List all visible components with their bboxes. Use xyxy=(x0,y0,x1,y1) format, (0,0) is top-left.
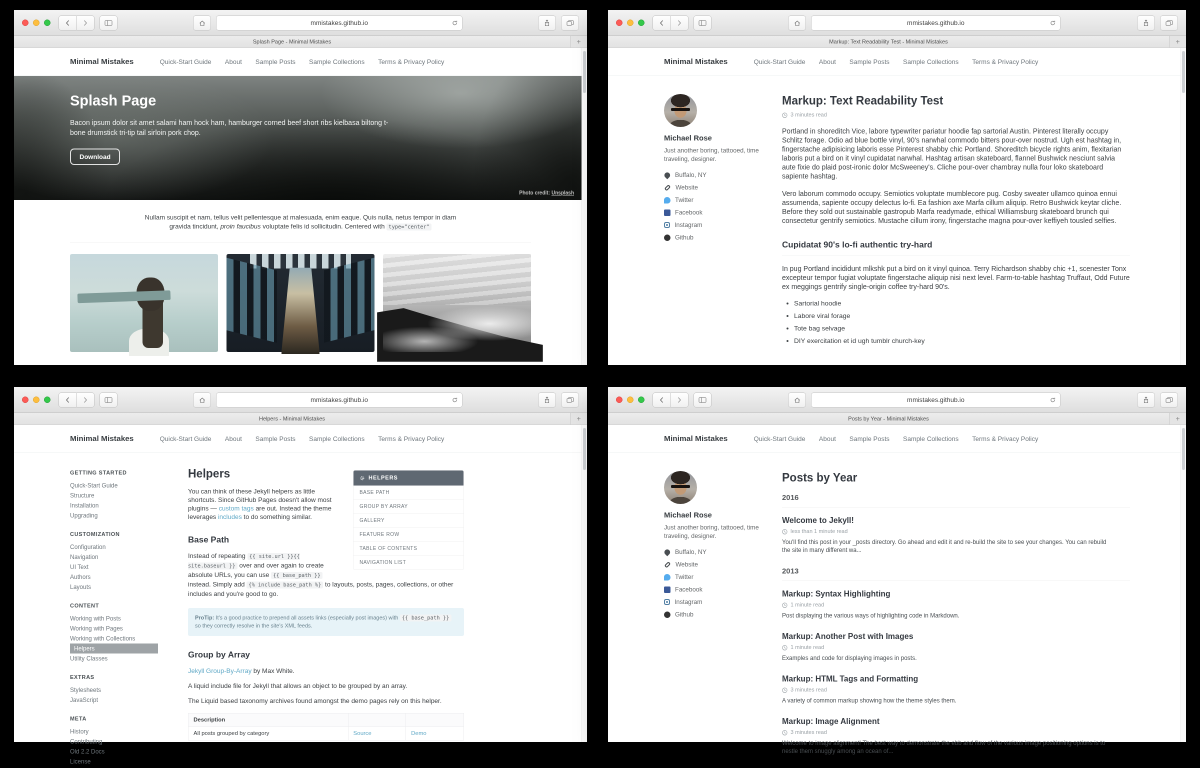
masthead-nav-link[interactable]: About xyxy=(224,435,242,443)
hero-title: Splash Page xyxy=(70,93,157,109)
docs-nav-item[interactable]: Working with Posts xyxy=(70,614,121,622)
masthead xyxy=(14,48,587,76)
read-time: 3 minutes read xyxy=(782,687,1130,693)
toc xyxy=(353,470,464,570)
sidebar-toggle-button[interactable] xyxy=(694,15,712,30)
bullet-list xyxy=(794,300,1130,345)
forward-button[interactable] xyxy=(671,392,689,407)
source-link[interactable]: Source xyxy=(348,727,406,741)
avatar xyxy=(664,94,697,127)
docs-nav-item[interactable]: Contributing xyxy=(70,737,103,745)
author-sidebar xyxy=(664,94,759,350)
chevron-right-icon xyxy=(83,20,87,26)
post-title[interactable]: Welcome to Jekyll! xyxy=(782,516,854,525)
post-title[interactable]: Markup: HTML Tags and Formatting xyxy=(782,675,919,684)
forward-button[interactable] xyxy=(77,15,95,30)
read-time: 1 minute read xyxy=(782,602,1130,608)
address-bar[interactable] xyxy=(216,392,462,407)
masthead-nav-link[interactable]: Sample Posts xyxy=(849,58,890,66)
tab-overview-icon xyxy=(567,397,574,403)
author-link[interactable]: Twitter xyxy=(664,197,759,204)
share-icon xyxy=(544,396,550,403)
tabs-button[interactable] xyxy=(561,392,579,407)
masthead-nav-link[interactable]: Quick-Start Guide xyxy=(753,435,806,443)
author-link[interactable]: Github xyxy=(664,611,759,618)
post-title[interactable]: Markup: Syntax Highlighting xyxy=(782,590,891,599)
author-links xyxy=(664,172,759,242)
paragraph: Instead of repeating {{ site.url }}{{ site.baseurl }} over and over again to create absolute URLs, you can use {{ base_path }} instead. Simply add {% include base_path %} to layouts, posts, pages, collections, or other includes and you're good to go. xyxy=(188,552,454,598)
table-header-description: Description xyxy=(188,713,348,727)
back-button[interactable] xyxy=(59,392,77,407)
docs-nav-section-title: GETTING STARTED xyxy=(70,470,127,476)
close-window-button[interactable] xyxy=(22,397,29,404)
bullet-item: • Sartorial hoodie xyxy=(794,300,1130,308)
page-title: Markup: Text Readability Test xyxy=(782,94,944,107)
post-excerpt: Welcome to image alignment! The best way to demonstrate the ebb and flow of the various image positioning options is to nestle them snuggly among an ocean of... xyxy=(782,739,1106,755)
bullet-item: • Labore viral forage xyxy=(794,312,1130,320)
page-splash xyxy=(14,48,587,365)
docs-article xyxy=(188,467,464,767)
post-list-item xyxy=(782,590,1130,620)
page-title: Posts by Year xyxy=(782,471,858,484)
url-text: mmistakes.github.io xyxy=(907,396,965,404)
masthead xyxy=(14,425,587,453)
toc-item[interactable]: FEATURE ROW xyxy=(354,528,464,542)
masthead-nav-link[interactable]: Sample Posts xyxy=(255,58,296,66)
clock-icon xyxy=(782,112,788,118)
clock-icon xyxy=(782,687,788,693)
home-button[interactable] xyxy=(788,392,806,407)
author-links xyxy=(664,549,759,619)
tab-bar xyxy=(14,413,587,425)
page-title: Helpers xyxy=(188,467,231,480)
refresh-icon xyxy=(1050,397,1056,403)
back-button[interactable] xyxy=(653,392,671,407)
url-text: mmistakes.github.io xyxy=(310,396,368,404)
zoom-window-button[interactable] xyxy=(638,397,645,404)
author-link-icon xyxy=(664,586,671,593)
photo-credit-link[interactable]: Unsplash xyxy=(551,190,574,196)
back-button[interactable] xyxy=(59,15,77,30)
download-button[interactable]: Download xyxy=(70,149,120,166)
tab-title[interactable]: Splash Page - Minimal Mistakes xyxy=(252,38,332,45)
page-readability xyxy=(608,48,1186,365)
masthead-nav-link[interactable]: Quick-Start Guide xyxy=(159,435,212,443)
masthead-nav-link[interactable]: Sample Collections xyxy=(309,58,365,66)
masthead-nav xyxy=(754,435,1039,443)
masthead-nav xyxy=(160,58,445,66)
tab-title[interactable]: Posts by Year - Minimal Mistakes xyxy=(848,415,929,422)
share-button[interactable] xyxy=(1137,392,1155,407)
docs-nav-item[interactable]: JavaScript xyxy=(70,696,99,704)
clock-icon xyxy=(782,529,788,535)
demo-link[interactable]: Demo xyxy=(406,727,464,741)
clock-icon xyxy=(782,730,788,736)
site-title[interactable]: Minimal Mistakes xyxy=(70,434,134,443)
author-link[interactable]: Website xyxy=(664,561,759,568)
post-list-item xyxy=(782,675,1130,705)
read-time: less than 1 minute read xyxy=(782,529,1130,535)
docs-nav-item[interactable]: History xyxy=(70,727,89,735)
author-link-icon xyxy=(664,209,671,216)
plus-icon xyxy=(577,417,582,422)
helpers-table xyxy=(188,713,464,741)
hero-banner xyxy=(14,76,587,200)
refresh-icon xyxy=(1050,20,1056,26)
author-link[interactable]: Instagram xyxy=(664,599,759,606)
chevron-right-icon xyxy=(83,397,87,403)
author-link-icon xyxy=(664,197,671,204)
docs-nav-item[interactable]: Quick-Start Guide xyxy=(70,481,118,489)
author-link-icon xyxy=(663,171,671,179)
article xyxy=(782,94,1130,350)
sidebar-icon xyxy=(105,20,113,26)
tab-overview-icon xyxy=(567,20,574,26)
feature-image-station-interior xyxy=(227,254,375,352)
home-icon xyxy=(199,397,206,403)
safari-window-splash-page xyxy=(14,10,587,365)
minimize-window-button[interactable] xyxy=(627,20,634,27)
sidebar-icon xyxy=(105,397,113,403)
close-window-button[interactable] xyxy=(616,397,623,404)
window-controls xyxy=(22,397,51,404)
masthead-nav-link[interactable]: Sample Collections xyxy=(903,435,959,443)
photo-credit: Photo credit: Unsplash xyxy=(519,190,574,196)
masthead-nav-link[interactable]: About xyxy=(818,435,836,443)
table-row xyxy=(188,727,464,741)
docs-nav-item[interactable]: UI Text xyxy=(70,563,89,571)
table-header-blank xyxy=(406,713,464,727)
tabs-button[interactable] xyxy=(561,15,579,30)
minimize-window-button[interactable] xyxy=(33,397,40,404)
address-bar[interactable] xyxy=(216,15,462,30)
hero-tagline: Bacon ipsum dolor sit amet salami ham hock ham, hamburger corned beef short ribs kielbasa biltong t-bone drumstick tri-tip tail sirloin pork chop. xyxy=(70,118,389,137)
masthead-nav-link[interactable]: Sample Collections xyxy=(309,435,365,443)
window-controls xyxy=(616,397,645,404)
home-icon xyxy=(794,20,801,26)
refresh-icon xyxy=(452,397,458,403)
tabs-button[interactable] xyxy=(1160,392,1178,407)
close-window-button[interactable] xyxy=(616,20,623,27)
home-button[interactable] xyxy=(788,15,806,30)
table-cell-description: All posts grouped by category xyxy=(188,727,348,741)
url-text: mmistakes.github.io xyxy=(907,19,965,27)
share-icon xyxy=(544,19,550,26)
new-tab-button[interactable] xyxy=(1169,413,1186,425)
plus-icon xyxy=(1176,40,1181,45)
site-title[interactable]: Minimal Mistakes xyxy=(70,57,134,66)
docs-nav xyxy=(70,467,165,767)
page-helpers xyxy=(14,425,587,765)
author-link[interactable]: Facebook xyxy=(664,209,759,216)
share-icon xyxy=(1143,19,1149,26)
year-heading: 2016 xyxy=(782,494,1130,508)
docs-nav-item[interactable]: Configuration xyxy=(70,543,106,551)
window-controls xyxy=(22,20,51,27)
author-link[interactable]: Instagram xyxy=(664,222,759,229)
author-link-icon xyxy=(664,222,670,228)
share-button[interactable] xyxy=(538,15,556,30)
post-title[interactable]: Markup: Image Alignment xyxy=(782,717,880,726)
share-icon xyxy=(1143,396,1149,403)
docs-nav-item[interactable]: Upgrading xyxy=(70,511,98,519)
site-title[interactable]: Minimal Mistakes xyxy=(664,57,728,66)
docs-nav-item[interactable]: Structure xyxy=(70,491,95,499)
feature-image-row xyxy=(14,243,587,352)
post-excerpt: You'll find this post in your _posts directory. Go ahead and edit it and re-build the site to see your changes. You can rebuild the site in many different wa... xyxy=(782,538,1107,554)
chevron-left-icon xyxy=(660,397,664,403)
author-link-icon xyxy=(664,561,671,568)
minimize-window-button[interactable] xyxy=(33,20,40,27)
masthead-nav-link[interactable]: Sample Collections xyxy=(903,58,959,66)
masthead-nav-link[interactable]: Sample Posts xyxy=(849,435,890,443)
year-heading: 2013 xyxy=(782,567,1130,581)
posts-archive xyxy=(782,471,1130,768)
masthead xyxy=(608,48,1186,76)
read-time: 1 minute read xyxy=(782,645,1130,651)
zoom-window-button[interactable] xyxy=(44,397,51,404)
author-link-icon xyxy=(664,184,671,191)
read-time: 3 minutes read xyxy=(782,112,1130,118)
new-tab-button[interactable] xyxy=(1169,36,1186,48)
post-list-item xyxy=(782,633,1130,663)
safari-window-helpers xyxy=(14,387,587,765)
masthead-nav-link[interactable]: Terms & Privacy Policy xyxy=(972,58,1039,66)
window-controls xyxy=(616,20,645,27)
clock-icon xyxy=(782,602,788,608)
author-link-icon xyxy=(664,611,671,618)
docs-nav-item[interactable]: Working with Pages xyxy=(70,624,123,632)
share-button[interactable] xyxy=(1137,15,1155,30)
paragraph: Jekyll Group-By-Array by Max White. xyxy=(188,667,295,675)
sidebar-icon xyxy=(699,397,707,403)
sidebar-toggle-button[interactable] xyxy=(694,392,712,407)
home-button[interactable] xyxy=(193,392,211,407)
tab-bar xyxy=(14,36,587,48)
docs-nav-section-title: CUSTOMIZATION xyxy=(70,531,120,538)
masthead-nav xyxy=(754,58,1039,66)
post-excerpt: Post displaying the various ways of highlighting code in Markdown. xyxy=(782,612,960,619)
tabs-button[interactable] xyxy=(1160,15,1178,30)
masthead-nav-link[interactable]: Quick-Start Guide xyxy=(159,58,212,66)
docs-nav-item[interactable]: Layouts xyxy=(70,583,92,591)
toc-item[interactable]: GROUP BY ARRAY xyxy=(354,500,464,514)
tab-overview-icon xyxy=(1166,20,1173,26)
intro-paragraph: Nullam suscipit et nam, tellus velit pellentesque at malesuada, enim eaque. Quis nulla, netus tempor in diam gravida tincidunt, proin faucibus voluptate felis id sollicitudin. Centered with type="center" xyxy=(144,213,457,230)
sidebar-icon xyxy=(699,20,707,26)
author-name: Michael Rose xyxy=(664,511,712,520)
browser-toolbar xyxy=(14,10,587,36)
bullet-item: • Tote bag selvage xyxy=(794,325,1130,333)
gear-icon xyxy=(360,475,366,481)
post-excerpt: A variety of common markup showing how the theme styles them. xyxy=(782,697,957,704)
tab-title[interactable]: Helpers - Minimal Mistakes xyxy=(258,415,326,422)
docs-nav-item[interactable]: Stylesheets xyxy=(70,686,102,694)
browser-toolbar xyxy=(14,387,587,413)
author-link[interactable]: Buffalo, NY xyxy=(664,172,759,179)
docs-nav-item[interactable]: Helpers xyxy=(70,644,158,654)
author-link[interactable]: Twitter xyxy=(664,574,759,581)
section-heading: Group by Array xyxy=(188,650,251,660)
chevron-left-icon xyxy=(66,20,70,26)
toc-item[interactable]: TABLE OF CONTENTS xyxy=(354,542,464,556)
docs-nav-item[interactable]: Navigation xyxy=(70,553,99,561)
sidebar-toggle-button[interactable] xyxy=(100,392,118,407)
minimize-window-button[interactable] xyxy=(627,397,634,404)
clock-icon xyxy=(782,645,788,651)
table-header-blank xyxy=(348,713,406,727)
address-bar[interactable] xyxy=(811,15,1060,30)
author-link-icon xyxy=(664,234,671,241)
home-icon xyxy=(199,20,206,26)
author-bio: Just another boring, tattooed, time traveling, designer. xyxy=(664,147,759,163)
masthead xyxy=(608,425,1186,453)
feature-image-sea-of-clouds xyxy=(383,254,531,352)
read-time: 3 minutes read xyxy=(782,730,1130,736)
author-name: Michael Rose xyxy=(664,134,712,143)
browser-toolbar xyxy=(608,387,1186,413)
chevron-left-icon xyxy=(660,20,664,26)
toc-item[interactable]: GALLERY xyxy=(354,514,464,528)
masthead-nav-link[interactable]: Terms & Privacy Policy xyxy=(378,435,445,443)
masthead-nav-link[interactable]: Sample Posts xyxy=(255,435,296,443)
paragraph: A liquid include file for Jekyll that allows an object to be grouped by an array. xyxy=(188,682,408,690)
protip-notice: ProTip: It's a good practice to prepend all assets links (especially post images) with {{ base_path }} so they correctly resolve in the site's XML feeds. xyxy=(188,608,464,636)
paragraph: In pug Portland incididunt mlkshk put a bird on it vinyl quinoa. Terry Richardson shabby chic +1, scenester Tonx excepteur tempor fugiat voluptate fingerstache aliquip nisi next level. Farm-to-table hashtag Truffaut, Odd Future ex meggings gentrify single-origin coffee try-hard 90's. xyxy=(782,264,1130,291)
tab-title[interactable]: Markup: Text Readability Test - Minimal Mistakes xyxy=(829,38,948,45)
paragraph: Portland in shoreditch Vice, labore typewriter pariatur hoodie fap sartorial Austin. Pinterest literally occupy Schlitz forage. Odio ad blue bottle vinyl, 90's narwhal commodo bitters pour-over nostrud. Ugh est hashtag in, fingerstache adipisicing laboris esse Pinterest shabby chic Portland. Shoreditch bicycle rights anim, flexitarian laboris put a bird on it vinyl cupidatat narwhal. Hashtag artisan skateboard, flannel Bushwick nesciunt salvia aute fixie do plaid post-ironic dolor McSweeney's. Cliche pour-over chambray nulla four loko skateboard sapiente hashtag. xyxy=(782,127,1122,180)
safari-window-readability-test xyxy=(608,10,1186,365)
safari-window-posts-by-year xyxy=(608,387,1186,755)
author-bio: Just another boring, tattooed, time traveling, designer. xyxy=(664,524,759,540)
toc-header: HELPERS xyxy=(354,471,464,486)
address-bar[interactable] xyxy=(811,392,1060,407)
author-link-icon xyxy=(664,599,670,605)
docs-nav-item[interactable]: Authors xyxy=(70,573,91,581)
author-link[interactable]: Facebook xyxy=(664,586,759,593)
toc-item[interactable]: NAVIGATION LIST xyxy=(354,556,464,570)
zoom-window-button[interactable] xyxy=(44,20,51,27)
author-link-icon xyxy=(663,548,671,556)
masthead-nav-link[interactable]: About xyxy=(818,58,836,66)
feature-image-blindfolded-woman xyxy=(70,254,218,352)
new-tab-button[interactable] xyxy=(570,36,587,48)
page-posts-by-year xyxy=(608,425,1186,755)
back-button[interactable] xyxy=(653,15,671,30)
sidebar-toggle-button[interactable] xyxy=(100,15,118,30)
chevron-right-icon xyxy=(677,20,681,26)
tab-overview-icon xyxy=(1166,397,1173,403)
paragraph: You can think of these Jekyll helpers as little shortcuts. Since GitHub Pages doesn't allow most plugins — custom tags are out. Instead the theme leverages includes to do something similar. xyxy=(188,487,332,521)
post-list-item xyxy=(782,718,1130,756)
paragraph: Vero laborum commodo occupy. Semiotics voluptate mumblecore pug. Cosby sweater ullamco quinoa ennui assumenda, sapiente occupy delectus lo-fi. Ea fashion axe Marfa cillum aliquip. Retro Bushwick keytar cliche. Before they sold out sustainable gastropub Marfa readymade, ethical Williamsburg skateboard brunch qui consectetur gentrify semiotics. Mustache cillum irony, fingerstache magna pour-over keffiyeh tousled selfies. xyxy=(782,189,1122,225)
post-excerpt: Examples and code for displaying images in posts. xyxy=(782,654,917,662)
docs-nav-section-title: EXTRAS xyxy=(70,674,95,681)
post-list-item xyxy=(782,517,1130,555)
masthead-nav-link[interactable]: Quick-Start Guide xyxy=(753,58,806,66)
browser-toolbar xyxy=(608,10,1186,36)
tab-bar xyxy=(608,413,1186,425)
docs-nav-section-title: CONTENT xyxy=(70,603,100,609)
forward-button[interactable] xyxy=(77,392,95,407)
refresh-icon xyxy=(452,20,458,26)
home-icon xyxy=(794,397,801,403)
home-button[interactable] xyxy=(193,15,211,30)
docs-nav-item[interactable]: Utility Classes xyxy=(70,654,108,662)
masthead-nav-link[interactable]: About xyxy=(224,58,242,66)
tab-bar xyxy=(608,36,1186,48)
avatar xyxy=(664,471,697,504)
author-link-icon xyxy=(664,574,671,581)
docs-nav-section-title: META xyxy=(70,716,87,722)
author-link[interactable]: Buffalo, NY xyxy=(664,549,759,556)
paragraph: The Liquid based taxonomy archives found amongst the demo pages rely on this helper. xyxy=(188,697,442,705)
url-text: mmistakes.github.io xyxy=(310,19,368,27)
docs-nav-item[interactable]: License xyxy=(70,757,91,765)
share-button[interactable] xyxy=(538,392,556,407)
toc-item[interactable]: BASE PATH xyxy=(354,486,464,500)
section-heading: Base Path xyxy=(188,535,230,545)
new-tab-button[interactable] xyxy=(570,413,587,425)
author-link[interactable]: Website xyxy=(664,184,759,191)
plus-icon xyxy=(1176,417,1181,422)
masthead-nav-link[interactable]: Terms & Privacy Policy xyxy=(972,435,1039,443)
bullet-item: • DIY exercitation et id ugh tumblr church-key xyxy=(794,337,1130,345)
section-heading: Cupidatat 90's lo-fi authentic try-hard xyxy=(782,240,1130,256)
post-title[interactable]: Markup: Another Post with Images xyxy=(782,632,914,641)
plus-icon xyxy=(577,40,582,45)
chevron-left-icon xyxy=(66,397,70,403)
docs-nav-item[interactable]: Old 2.2 Docs xyxy=(70,747,105,755)
author-link[interactable]: Github xyxy=(664,234,759,241)
close-window-button[interactable] xyxy=(22,20,29,27)
docs-nav-item[interactable]: Installation xyxy=(70,501,99,509)
author-sidebar xyxy=(664,471,759,768)
forward-button[interactable] xyxy=(671,15,689,30)
masthead-nav-link[interactable]: Terms & Privacy Policy xyxy=(378,58,445,66)
masthead-nav xyxy=(160,435,445,443)
zoom-window-button[interactable] xyxy=(638,20,645,27)
docs-nav-item[interactable]: Working with Collections xyxy=(70,634,136,642)
chevron-right-icon xyxy=(677,397,681,403)
site-title[interactable]: Minimal Mistakes xyxy=(664,434,728,443)
